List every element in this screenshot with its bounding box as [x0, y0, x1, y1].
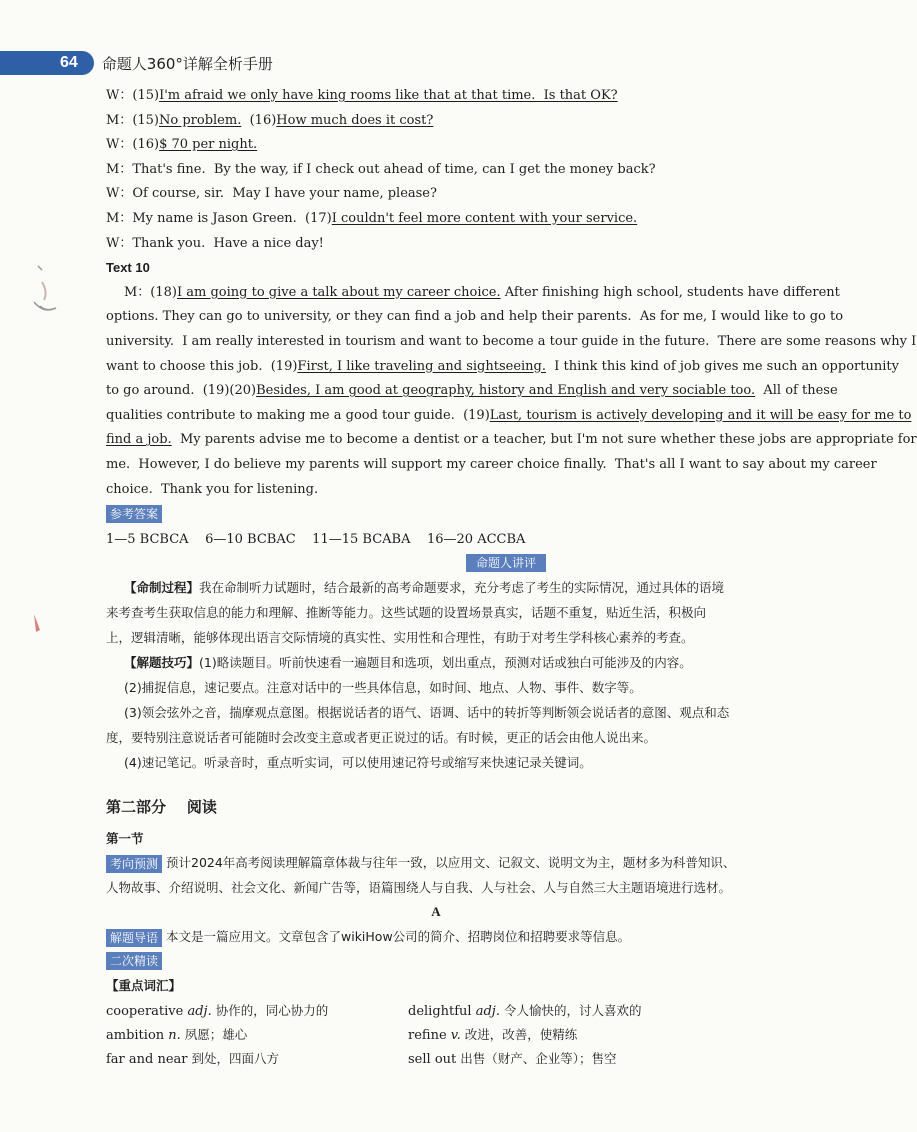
- passage-text: M：(18): [124, 284, 177, 300]
- commentary-heading: 【解题技巧】: [124, 654, 200, 670]
- margin-mark-icon: [30, 612, 44, 634]
- dialogue-line: [106, 158, 766, 183]
- passage-text: want to choose this job. (19): [106, 358, 298, 374]
- speaker-label: W：: [106, 186, 133, 202]
- vocab-entry: [106, 1023, 408, 1047]
- vocab-pos: adj.: [183, 1003, 212, 1019]
- dialogue-text: Thank you. Have a nice day!: [132, 235, 324, 251]
- vocab-row: [106, 1023, 766, 1047]
- vocab-pos: n.: [164, 1027, 181, 1043]
- speaker-label: W：: [106, 235, 133, 251]
- dialogue-text: (15): [132, 88, 160, 103]
- dialogue-text: That's fine. By the way, if I check out ahead of time, can I get the money back?: [132, 161, 656, 177]
- passage-line: [106, 453, 877, 478]
- underlined-answer: How much does it cost?: [276, 112, 434, 128]
- passage-text: All of these: [755, 383, 838, 399]
- dialogue-text: Of course, sir. May I have your name, please?: [132, 186, 437, 202]
- speaker-label: W：: [106, 88, 133, 103]
- commentary-text: 我在命制听力试题时，结合最新的高考命题要求，充分考虑了考生的实际情况，通过具体的语境: [199, 579, 725, 595]
- dialogue-line: [106, 232, 766, 257]
- commentary-line: [106, 600, 766, 625]
- commentary-line: [106, 725, 766, 750]
- dialogue-line: [106, 84, 766, 109]
- commentary-line: [106, 650, 766, 675]
- passage-line: [106, 330, 917, 355]
- vocab-meaning: 协作的，同心协力的: [211, 1002, 329, 1018]
- commentary-line: [106, 750, 766, 775]
- underlined-answer: I am going to give a talk about my career choice.: [177, 284, 501, 300]
- underlined-answer: Besides, I am good at geography, history and English and very sociable too.: [256, 383, 756, 399]
- vocab-word: delightful: [408, 1003, 472, 1019]
- commentary-text: 上，逻辑清晰，能够体现出语言交际情境的真实性、实用性和合理性，有助于对考生学科核心素养的考查。: [106, 629, 694, 645]
- commentary-line: [106, 575, 766, 600]
- text10-title: Text 10: [106, 260, 150, 276]
- vocab-word: cooperative: [106, 1003, 184, 1019]
- passage-text: After finishing high school, students have different: [500, 284, 840, 300]
- dialogue-block: [106, 84, 766, 256]
- passage-line: [106, 305, 844, 330]
- dialogue-line: [106, 182, 766, 207]
- vocab-list: [106, 999, 766, 1071]
- book-title: 命题人360°详解全析手册: [101, 54, 273, 73]
- underlined-answer: $ 70 per night.: [159, 137, 258, 153]
- forecast-line2: 人物故事、介绍说明、社会文化、新闻广告等，语篇围绕人与自我、人与社会、人与自然三大主题语境进行选材。: [106, 879, 732, 895]
- dialogue-line: [106, 207, 766, 232]
- vocab-entry: [106, 1047, 408, 1071]
- passage-line: [106, 478, 766, 503]
- vocab-entry: [408, 999, 641, 1023]
- passage-text: I think this kind of job gives me such an opportunity: [546, 358, 899, 374]
- passage-line: [106, 379, 838, 404]
- commentary-line: [106, 625, 766, 650]
- commentary-text: (1)略读题目。听前快速看一遍题目和选项，划出重点，预测对话或独白可能涉及的内容。: [199, 654, 692, 670]
- vocab-title: 【重点词汇】: [106, 978, 182, 994]
- commentary-text: (2)捕捉信息，速记要点。注意对话中的一些具体信息，如时间、地点、人物、事件、数字等。: [124, 679, 642, 695]
- vocab-row: [106, 999, 766, 1023]
- intensive-tag: 二次精读: [106, 952, 162, 970]
- underlined-answer: find a job.: [106, 432, 172, 448]
- page-content: [106, 84, 917, 1071]
- answers-tag-row: [106, 502, 766, 528]
- margin-scribble-icon: [30, 262, 60, 322]
- speaker-label: M：: [106, 161, 133, 177]
- vocab-word: refine: [408, 1027, 447, 1043]
- underlined-answer: First, I like traveling and sightseeing.: [297, 358, 546, 374]
- passage-line: [106, 355, 899, 380]
- commentary-text: 来考查考生获取信息的能力和理解、推断等能力。这些试题的设置场景真实，话题不重复，贴近生活，积极向: [106, 604, 707, 620]
- passage-text: My parents advise me to become a dentist or a teacher, but I'm not sure whether these jobs are appropriate for: [171, 432, 917, 448]
- vocab-meaning: 令人愉快的，讨人喜欢的: [499, 1002, 642, 1018]
- forecast-line1: [106, 851, 766, 876]
- vocab-entry: [408, 1047, 616, 1071]
- underlined-answer: I'm afraid we only have king rooms like that at that time. Is that OK?: [159, 88, 618, 103]
- speaker-label: M：: [106, 112, 133, 128]
- vocab-word: sell out: [408, 1051, 457, 1067]
- vocab-meaning: 出售（财产、企业等）；售空: [456, 1050, 617, 1066]
- dialogue-text: My name is Jason Green. (17): [132, 210, 332, 226]
- commentary-text: 度，要特别注意说话者可能随时会改变主意或者更正说过的话。有时候，更正的话会由他人说出来。: [106, 729, 657, 745]
- passage-line: [106, 281, 840, 306]
- passage-line: [106, 428, 917, 453]
- underlined-answer: Last, tourism is actively developing and it will be easy for me to: [489, 407, 912, 423]
- passage-text: university. I am really interested in tourism and want to become a tour guide in the future. There are some reasons why I: [106, 333, 917, 349]
- intensive-tag-row: [106, 950, 766, 975]
- commentary-block: [106, 575, 766, 775]
- vocab-pos: v.: [446, 1027, 461, 1043]
- answers-line: 1—5 BCBCA 6—10 BCBAC 11—15 BCABA 16—20 ACCBA: [106, 532, 526, 548]
- commentary-line: [106, 675, 766, 700]
- vocab-entry: [106, 999, 408, 1023]
- vocab-meaning: 到处，四面八方: [187, 1050, 280, 1066]
- text10-passage: [106, 281, 917, 502]
- passage-text: options. They can go to university, or they can find a job and help their parents. As for me, I would like to go to: [106, 309, 844, 325]
- vocab-row: [106, 1047, 766, 1071]
- passage-text: qualities contribute to making me a good tour guide. (19): [106, 407, 490, 423]
- vocab-pos: adj.: [471, 1003, 500, 1019]
- vocab-meaning: 夙愿；雄心: [180, 1026, 248, 1042]
- answers-tag: 参考答案: [106, 505, 162, 523]
- dialogue-line: [106, 109, 766, 134]
- commentary-tag-row: [106, 553, 766, 575]
- commentary-tag: 命题人讲评: [466, 554, 546, 572]
- dialogue-text: (15): [132, 112, 159, 128]
- page-header: [48, 50, 688, 76]
- speaker-label: M：: [106, 210, 133, 226]
- underlined-answer: No problem.: [159, 112, 242, 128]
- commentary-line: [106, 700, 766, 725]
- vocab-word: ambition: [106, 1027, 165, 1043]
- part2-section: 第一节: [106, 830, 144, 846]
- passage-text: choice. Thank you for listening.: [106, 481, 319, 497]
- passage-text: me. However, I do believe my parents will support my career choice finally. That's all I want to say about my career: [106, 456, 877, 472]
- guide-line: [106, 925, 766, 950]
- vocab-meaning: 改进，改善，使精练: [460, 1026, 578, 1042]
- guide-tag: 解题导语: [106, 929, 162, 947]
- vocab-word: far and near: [106, 1051, 188, 1067]
- commentary-text: (4)速记笔记。听录音时，重点听实词，可以使用速记符号或缩写来快速记录关键词。: [124, 754, 592, 770]
- guide-text: 本文是一篇应用文。文章包含了wikiHow公司的简介、招聘岗位和招聘要求等信息。: [166, 929, 631, 945]
- dialogue-text: (16): [132, 137, 160, 153]
- commentary-heading: 【命制过程】: [124, 579, 200, 595]
- underlined-answer: I couldn't feel more content with your service.: [331, 210, 638, 226]
- forecast-text1: 预计2024年高考阅读理解篇章体裁与往年一致，以应用文、记叙文、说明文为主，题材多为科普知识、: [166, 855, 736, 871]
- passage-text: to go around. (19)(20): [106, 383, 257, 399]
- forecast-tag: 考向预测: [106, 855, 162, 873]
- passage-letter: A: [431, 904, 441, 920]
- page-number: 64: [0, 51, 94, 75]
- dialogue-text: (16): [241, 112, 277, 128]
- speaker-label: W：: [106, 137, 133, 153]
- passage-line: [106, 404, 912, 429]
- vocab-entry: [408, 1023, 577, 1047]
- part2-title: 第二部分 阅读: [106, 797, 217, 816]
- dialogue-line: [106, 133, 766, 158]
- commentary-text: (3)领会弦外之音，揣摩观点意图。根据说话者的语气、语调、话中的转折等判断领会说话者的意图、观点和态: [124, 704, 730, 720]
